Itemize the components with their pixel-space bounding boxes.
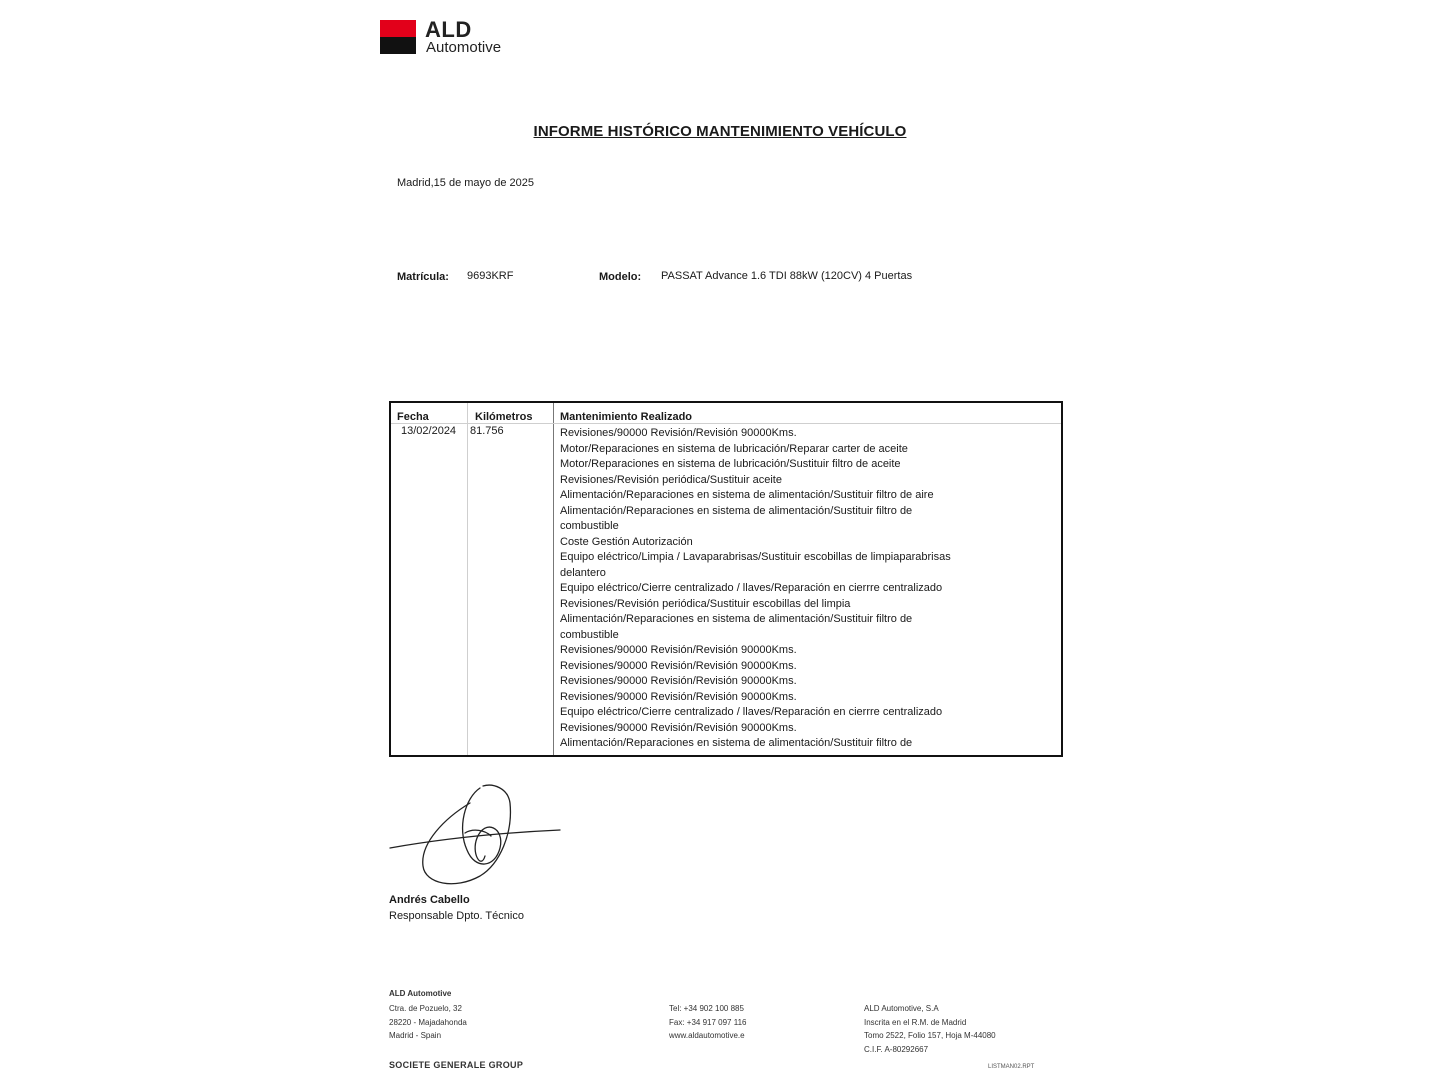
maintenance-item: Revisiones/90000 Revisión/Revisión 90000Kms.	[560, 659, 797, 672]
maintenance-table	[389, 401, 1063, 757]
maintenance-item: Revisiones/90000 Revisión/Revisión 90000Kms.	[560, 427, 797, 439]
footer-company: ALD Automotive	[389, 989, 452, 998]
row-date: 13/02/2024	[401, 425, 457, 437]
footer-legal-line: ALD Automotive, S.A	[864, 1004, 939, 1013]
header-km: Kilómetros	[475, 411, 533, 423]
logo-word-ald: ALD	[425, 17, 472, 42]
maintenance-item: Equipo eléctrico/Cierre centralizado / llaves/Reparación en cierrre centralizado	[560, 582, 943, 594]
signer-role: Responsable Dpto. Técnico	[389, 910, 524, 922]
maintenance-item: Revisiones/90000 Revisión/Revisión 90000Kms.	[560, 644, 797, 656]
maintenance-item: Revisiones/Revisión periódica/Sustituir escobillas del limpia	[560, 597, 851, 610]
maintenance-item: Alimentación/Reparaciones en sistema de alimentación/Sustituir filtro de	[560, 737, 913, 749]
footer-address-line: Madrid - Spain	[389, 1031, 442, 1040]
table-header-divider	[391, 423, 1061, 424]
footer-legal	[864, 1002, 996, 1056]
footer-address-line: Ctra. de Pozuelo, 32	[389, 1004, 462, 1013]
maintenance-item: Revisiones/Revisión periódica/Sustituir aceite	[560, 473, 782, 486]
plate-value: 9693KRF	[467, 270, 514, 282]
maintenance-list	[560, 426, 1000, 752]
footer-legal-line: Inscrita en el R.M. de Madrid	[864, 1017, 967, 1027]
model-value: PASSAT Advance 1.6 TDI 88kW (120CV) 4 Puertas	[661, 270, 913, 282]
header-maintenance: Mantenimiento Realizado	[560, 411, 693, 423]
logo-mark-icon	[380, 20, 416, 54]
maintenance-item: combustible	[560, 628, 619, 641]
footer-group: SOCIETE GENERALE GROUP	[389, 1060, 524, 1070]
maintenance-item: Coste Gestión Autorización	[560, 535, 693, 548]
ald-logo	[380, 18, 520, 58]
maintenance-item: Alimentación/Reparaciones en sistema de alimentación/Sustituir filtro de	[560, 504, 913, 517]
maintenance-item: Revisiones/90000 Revisión/Revisión 90000Kms.	[560, 675, 797, 687]
table-column-divider	[467, 403, 468, 755]
maintenance-item: Revisiones/90000 Revisión/Revisión 90000Kms.	[560, 690, 797, 703]
maintenance-item: Alimentación/Reparaciones en sistema de alimentación/Sustituir filtro de aire	[560, 489, 934, 501]
footer-address-line: 28220 - Majadahonda	[389, 1017, 467, 1027]
footer-fax: Fax: +34 917 097 116	[669, 1017, 747, 1027]
maintenance-item: Equipo eléctrico/Cierre centralizado / llaves/Reparación en cierrre centralizado	[560, 706, 943, 718]
maintenance-item: Alimentación/Reparaciones en sistema de alimentación/Sustituir filtro de	[560, 613, 913, 625]
footer-address	[389, 1002, 467, 1043]
table-column-divider	[553, 403, 554, 755]
model-label: Modelo:	[599, 271, 642, 283]
signature-image	[385, 778, 565, 890]
footer-phone: Tel: +34 902 100 885	[669, 1004, 744, 1013]
row-km: 81.756	[470, 425, 504, 437]
maintenance-item: delantero	[560, 566, 606, 579]
plate-label: Matrícula:	[397, 271, 449, 283]
document-title: INFORME HISTÓRICO MANTENIMIENTO VEHÍCULO	[533, 123, 907, 140]
footer-legal-line: C.I.F. A-80292667	[864, 1044, 929, 1054]
footer-legal-line: Tomo 2522, Folio 157, Hoja M-44080	[864, 1031, 996, 1040]
maintenance-item: combustible	[560, 520, 619, 532]
header-date: Fecha	[397, 411, 429, 423]
maintenance-item: Revisiones/90000 Revisión/Revisión 90000Kms.	[560, 721, 797, 734]
footer-report-code: LISTMAN02.RPT	[988, 1064, 1035, 1070]
footer-contact	[669, 1002, 746, 1043]
maintenance-item: Motor/Reparaciones en sistema de lubricación/Sustituir filtro de aceite	[560, 458, 901, 470]
maintenance-item: Motor/Reparaciones en sistema de lubricación/Reparar carter de aceite	[560, 442, 908, 455]
footer-website: www.aldautomotive.e	[669, 1031, 745, 1040]
logo-word-automotive: Automotive	[426, 39, 502, 56]
report-date: Madrid,15 de mayo de 2025	[397, 177, 534, 189]
signer-name: Andrés Cabello	[389, 894, 470, 906]
maintenance-item: Equipo eléctrico/Limpia / Lavaparabrisas/Sustituir escobillas de limpiaparabrisas	[560, 551, 951, 563]
